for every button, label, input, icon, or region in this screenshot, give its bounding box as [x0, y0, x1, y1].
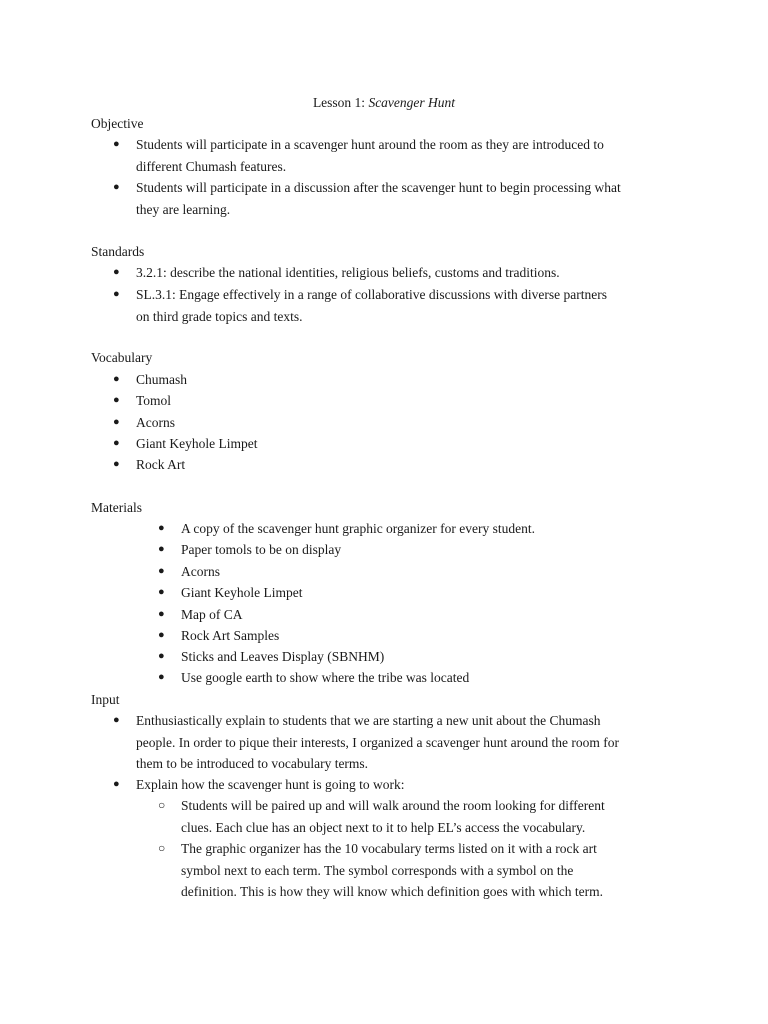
input-subitem — [158, 795, 605, 838]
input-item — [113, 710, 619, 775]
bullet-icon: ● — [113, 394, 120, 406]
bullet-icon: ● — [158, 565, 165, 577]
bullet-icon: ● — [113, 288, 120, 300]
text-line: different Chumash features. — [136, 158, 287, 174]
bullet-icon: ● — [113, 778, 120, 790]
text-line: Chumash — [136, 372, 188, 387]
text-line: Giant Keyhole Limpet — [136, 436, 258, 451]
bullet-icon: ● — [113, 714, 120, 726]
text-line: symbol next to each term. The symbol corresponds with a symbol on the — [181, 862, 574, 878]
vocabulary-item — [113, 412, 175, 434]
title-emphasis: Scavenger Hunt — [368, 95, 456, 110]
vocabulary-item — [113, 433, 258, 455]
text-line: Paper tomols to be on display — [181, 542, 342, 557]
text-line: Sticks and Leaves Display (SBNHM) — [181, 649, 385, 664]
text-line: Students will be paired up and will walk around the room looking for different — [181, 798, 605, 813]
materials-item — [158, 646, 385, 668]
text-line: Explain how the scavenger hunt is going to work: — [136, 777, 405, 792]
vocabulary-item — [113, 454, 186, 476]
bullet-icon: ● — [158, 522, 165, 534]
text-line: they are learning. — [136, 201, 231, 217]
text-line: Tomol — [136, 393, 172, 408]
hollow-bullet-icon: ○ — [158, 798, 166, 812]
text-line: Rock Art — [136, 457, 186, 472]
bullet-icon: ● — [158, 586, 165, 598]
bullet-icon: ● — [158, 671, 165, 683]
bullet-icon: ● — [113, 181, 120, 193]
vocabulary-item — [113, 390, 172, 412]
hollow-bullet-icon: ○ — [158, 841, 166, 855]
text-line: clues. Each clue has an object next to it to help EL’s access the vocabulary. — [181, 819, 586, 835]
text-line: them to be introduced to vocabulary terms. — [136, 756, 369, 771]
title-prefix: Lesson 1: — [312, 95, 369, 110]
text-line: definition. This is how they will know which definition goes with which term. — [181, 884, 603, 899]
page-title — [0, 94, 768, 112]
objective-heading: Objective — [91, 116, 144, 131]
bullet-icon: ● — [113, 373, 120, 385]
text-line: Rock Art Samples — [181, 628, 280, 643]
materials-item — [158, 582, 303, 604]
text-line: people. In order to pique their interests, I organized a scavenger hunt around the room for — [136, 734, 619, 750]
text-line: Map of CA — [181, 607, 243, 622]
text-line: Students will participate in a discussion after the scavenger hunt to begin processing what — [136, 180, 621, 195]
vocabulary-item — [113, 369, 188, 391]
materials-item — [158, 539, 342, 561]
objective-item — [113, 134, 604, 177]
objective-item — [113, 177, 621, 220]
bullet-icon: ● — [113, 416, 120, 428]
bullet-icon: ● — [158, 629, 165, 641]
bullet-icon: ● — [113, 458, 120, 470]
input-heading: Input — [91, 692, 120, 707]
standards-item — [113, 284, 607, 327]
bullet-icon: ● — [158, 543, 165, 555]
materials-item — [158, 518, 535, 540]
input-item — [113, 774, 405, 796]
materials-item — [158, 625, 280, 647]
materials-heading: Materials — [91, 500, 142, 515]
bullet-icon: ● — [158, 608, 165, 620]
text-line: SL.3.1: Engage effectively in a range of collaborative discussions with diverse partners — [136, 287, 607, 302]
vocabulary-heading: Vocabulary — [91, 350, 153, 365]
text-line: Acorns — [136, 415, 175, 430]
materials-item — [158, 561, 220, 583]
text-line: on third grade topics and texts. — [136, 308, 303, 324]
bullet-icon: ● — [113, 138, 120, 150]
text-line: Giant Keyhole Limpet — [181, 585, 303, 600]
bullet-icon: ● — [113, 266, 120, 278]
text-line: A copy of the scavenger hunt graphic organizer for every student. — [181, 521, 535, 536]
text-line: Acorns — [181, 564, 220, 579]
text-line: 3.2.1: describe the national identities, religious beliefs, customs and traditions. — [136, 265, 560, 280]
text-line: Use google earth to show where the tribe was located — [181, 670, 470, 685]
materials-item — [158, 667, 470, 689]
standards-item — [113, 262, 560, 284]
materials-item — [158, 604, 243, 626]
input-subitem — [158, 838, 603, 903]
text-line: Enthusiastically explain to students that we are starting a new unit about the Chumash — [136, 713, 601, 728]
standards-heading: Standards — [91, 244, 145, 259]
text-line: The graphic organizer has the 10 vocabulary terms listed on it with a rock art — [181, 841, 597, 856]
text-line: Students will participate in a scavenger hunt around the room as they are introduced to — [136, 137, 604, 152]
bullet-icon: ● — [158, 650, 165, 662]
bullet-icon: ● — [113, 437, 120, 449]
